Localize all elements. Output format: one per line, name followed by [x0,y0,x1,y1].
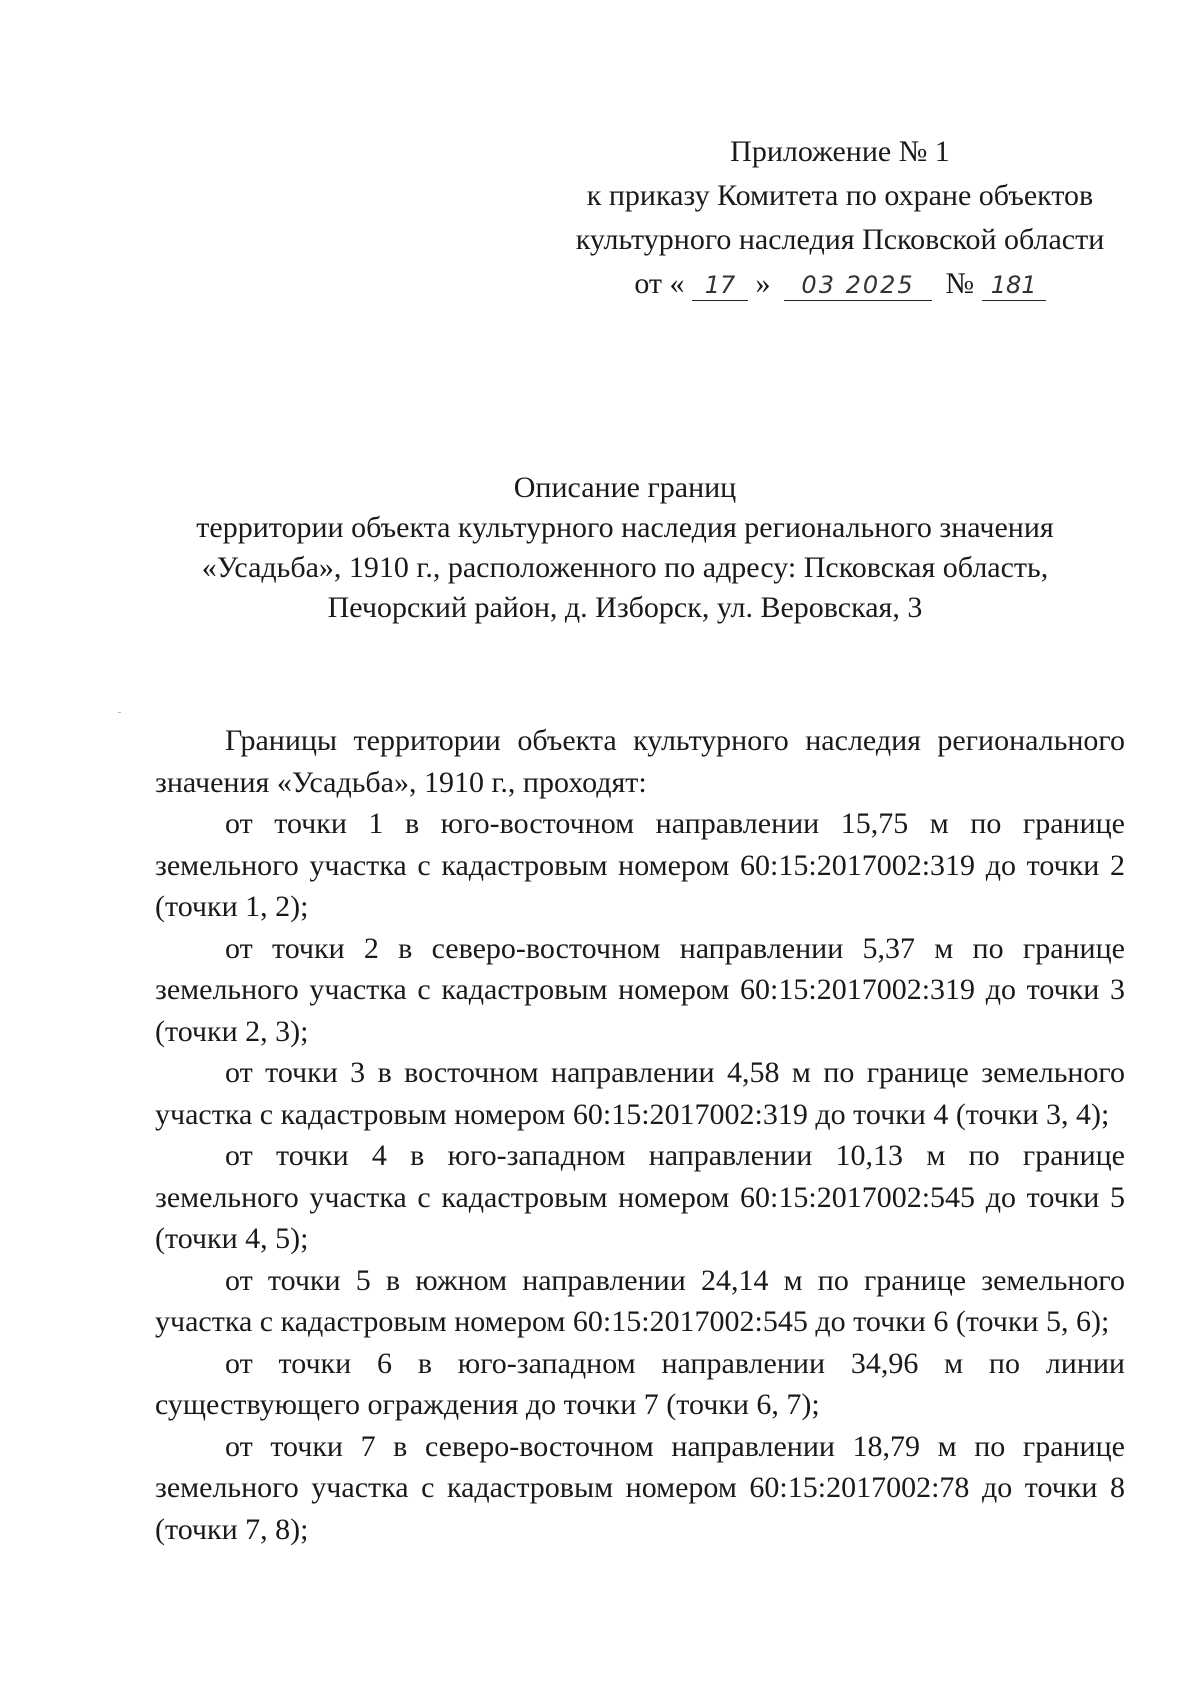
order-mid: » [755,267,771,300]
body-paragraph: от точки 2 в северо-восточном направлении 5,37 м по границе земельного участка с кадастровым номером 60:15:2017002:319 до точки 3 (точки 2, 3); [155,931,1125,1048]
order-number-handwritten: 181 [982,270,1046,301]
order-date-handwritten: 03 2025 [784,270,932,301]
body-paragraph: от точки 3 в восточном направлении 4,58 м по границе земельного участка с кадастровым номером 60:15:2017002:319 до точки 4 (точки 3, 4); [155,1056,1125,1131]
document-title [130,468,1120,628]
order-prefix: от « [634,267,685,300]
appendix-line-2: к приказу Комитета по охране объектов [586,179,1094,212]
body-paragraph: от точки 1 в юго-восточном направлении 15,75 м по границе земельного участка с кадастровым номером 60:15:2017002:319 до точки 2 (точки 1, 2); [155,807,1125,923]
body-paragraph: от точки 4 в юго-западном направлении 10,13 м по границе земельного участка с кадастровым номером 60:15:2017002:545 до точки 5 (точки 4, 5); [155,1139,1125,1255]
appendix-title: Приложение № 1 [730,135,950,168]
appendix-header [560,130,1120,306]
scan-artifact [118,712,121,713]
order-reference [560,262,1120,306]
order-number-label: № [945,267,975,300]
title-line-1: Описание границ [513,471,737,504]
document-body [155,720,1125,1550]
order-day-handwritten: 17 [692,270,748,301]
title-line-3: «Усадьба», 1910 г., расположенного по адресу: Псковская область, [201,551,1049,584]
body-paragraph: от точки 6 в юго-западном направлении 34,96 м по линии существующего ограждения до точки 7 (точки 6, 7); [155,1346,1125,1421]
body-paragraph-intro: Границы территории объекта культурного наследия регионального значения «Усадьба», 1910 г., проходят: [155,724,1125,799]
appendix-line-3: культурного наследия Псковской области [575,223,1105,256]
body-paragraph: от точки 7 в северо-восточном направлении 18,79 м по границе земельного участка с кадастровым номером 60:15:2017002:78 до точки 8 (точки 7, 8); [155,1429,1125,1546]
title-line-4: Печорский район, д. Изборск, ул. Веровская, 3 [327,591,923,624]
body-paragraph: от точки 5 в южном направлении 24,14 м по границе земельного участка с кадастровым номером 60:15:2017002:545 до точки 6 (точки 5, 6); [155,1263,1125,1338]
title-line-2: территории объекта культурного наследия регионального значения [196,511,1054,544]
